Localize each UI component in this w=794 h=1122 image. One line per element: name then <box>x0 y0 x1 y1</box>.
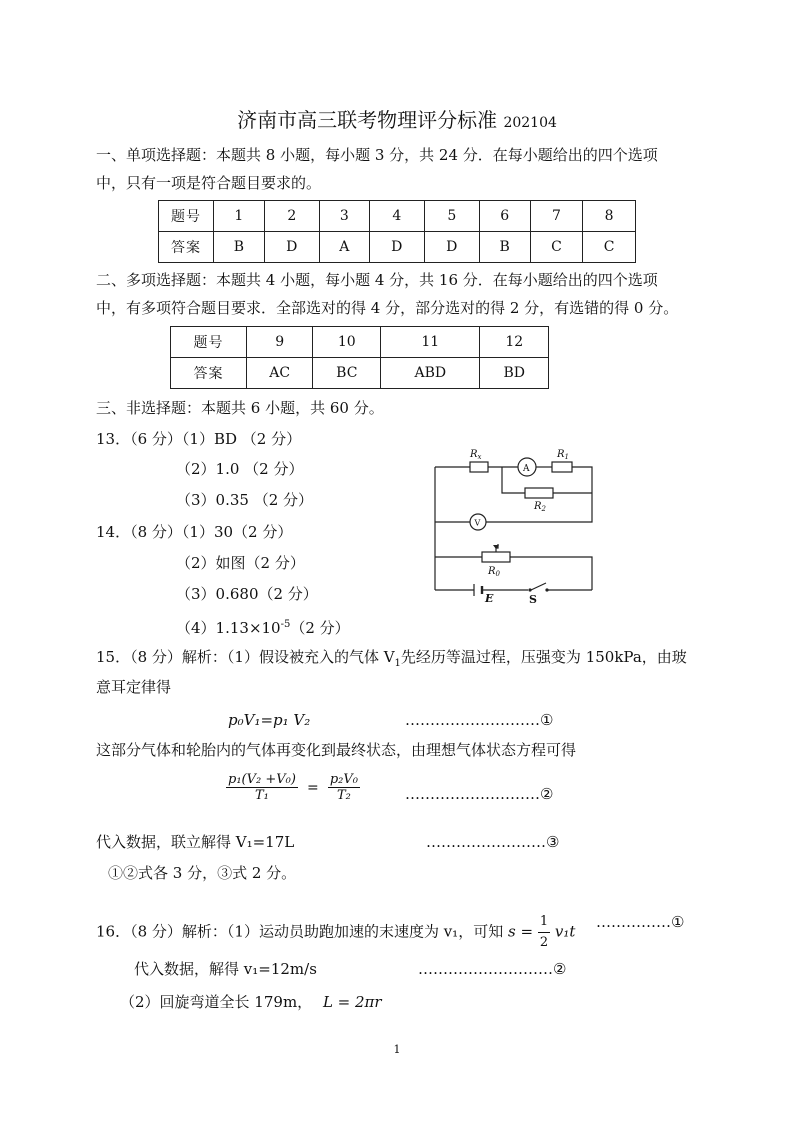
q14-line4-value: （4）1.13×10 <box>176 619 281 637</box>
q15-eq2 <box>226 772 360 803</box>
number-cell: 8 <box>583 201 636 232</box>
label-r1: $R_1$ <box>557 449 569 461</box>
q16-dots2: ………………………② <box>418 960 567 978</box>
title-main: 济南市高三联考物理评分标准 <box>237 108 498 132</box>
answer-cell: D <box>264 232 319 263</box>
fraction-denominator: 2 <box>539 935 549 950</box>
number-cell: 3 <box>319 201 369 232</box>
section2-line2: 中，有多项符合题目要求．全部选对的得 4 分，部分选对的得 2 分，有选错的得 0 分。 <box>96 299 679 317</box>
q15-line1-b: 先经历等温过程，压强变为 150kPa，由玻 <box>400 648 687 666</box>
number-cell: 1 <box>214 201 265 232</box>
answer-cell: D <box>424 232 479 263</box>
label-voltmeter: V <box>474 518 481 528</box>
q16-line3-text: （2）回旋弯道全长 179m， <box>120 993 313 1011</box>
fraction-right <box>328 772 360 803</box>
q14-line4-score: （2 分） <box>290 619 350 637</box>
q16-eq-rest: v₁t <box>554 922 576 941</box>
q15-eq1: p₀V₁=p₁ V₂ <box>228 711 311 729</box>
answer-label-cell: 答案 <box>171 358 247 389</box>
q13-line3: （3）0.35 （2 分） <box>176 491 314 509</box>
number-cell: 7 <box>530 201 583 232</box>
header-label-cell: 题号 <box>171 327 247 358</box>
switch-contact <box>545 588 548 591</box>
label-ammeter: A <box>523 464 530 474</box>
q15-line1 <box>96 647 687 674</box>
resistor-rx <box>470 462 488 472</box>
q13-line2: （2）1.0 （2 分） <box>176 460 304 478</box>
table-row <box>159 201 636 232</box>
label-rx: $R_x$ <box>470 449 482 461</box>
section3-line1: 三、非选择题：本题共 6 小题，共 60 分。 <box>96 399 384 417</box>
answer-cell: A <box>319 232 369 263</box>
fraction-numerator: p₂V₀ <box>329 772 358 787</box>
label-r2: $R_2$ <box>534 501 546 513</box>
label-switch: S <box>529 593 537 605</box>
q16-line3 <box>120 992 382 1012</box>
label-emf: E <box>485 592 494 605</box>
number-cell: 6 <box>479 201 530 232</box>
answer-cell: ABD <box>381 358 480 389</box>
section1-line1: 一、单项选择题：本题共 8 小题，每小题 3 分，共 24 分．在每小题给出的四个选项 <box>96 146 658 164</box>
resistor-r2 <box>525 488 553 498</box>
q14-line4 <box>176 615 350 638</box>
table-row <box>171 358 549 389</box>
page-number: 1 <box>393 1043 401 1056</box>
q15-line4: 代入数据，联立解得 V₁=17L <box>96 833 295 851</box>
q14-line2: （2）如图（2 分） <box>176 554 305 572</box>
q16-eq-l: L = 2πr <box>322 993 382 1011</box>
answer-label-cell: 答案 <box>159 232 214 263</box>
number-cell: 5 <box>424 201 479 232</box>
circuit-diagram <box>430 445 600 605</box>
number-cell: 12 <box>480 327 549 358</box>
answer-cell: BD <box>480 358 549 389</box>
fraction-left <box>226 772 298 803</box>
wire <box>572 467 592 493</box>
switch-contact <box>528 588 531 591</box>
q15-dots2: ………………………② <box>405 785 554 803</box>
rheostat-r0 <box>482 552 510 562</box>
q16-eq-s: s = <box>507 922 534 941</box>
q16-dots1: ……………① <box>596 913 685 931</box>
q15-line5: ①②式各 3 分，③式 2 分。 <box>108 864 297 882</box>
wire <box>510 557 592 590</box>
table-row <box>171 327 549 358</box>
fraction-half <box>538 912 550 953</box>
label-r0: $R_0$ <box>488 566 500 578</box>
q15-line2: 意耳定律得 <box>96 678 172 696</box>
q15-line1-a: 15．（8 分）解析：（1）假设被充入的气体 V <box>96 648 395 666</box>
q14-line1: 14．（8 分）（1）30（2 分） <box>96 523 293 541</box>
fraction-numerator: p₁(V₂ +V₀) <box>228 772 296 787</box>
answer-cell: BC <box>313 358 381 389</box>
answer-cell: C <box>530 232 583 263</box>
q16-line2: 代入数据，解得 v₁=12m/s <box>134 960 317 978</box>
q16-line1 <box>96 912 575 953</box>
fraction-denominator: T₂ <box>336 788 351 803</box>
answer-cell: AC <box>247 358 313 389</box>
page-title <box>0 104 794 133</box>
fraction-denominator: T₁ <box>255 788 269 803</box>
q14-line4-exponent: -5 <box>280 619 291 630</box>
section1-line2: 中，只有一项是符合题目要求的。 <box>96 174 322 192</box>
switch-blade <box>531 583 546 590</box>
equals-sign: = <box>307 779 319 796</box>
table-row <box>159 232 636 263</box>
q15-line1-sub: 1 <box>394 658 401 669</box>
section2-line1: 二、多项选择题：本题共 4 小题，每小题 4 分，共 16 分．在每小题给出的四个选项 <box>96 271 658 289</box>
q16-line1-text: 16．（8 分）解析：（1）运动员助跑加速的末速度为 v₁，可知 <box>96 922 504 941</box>
q15-dots3: ……………………③ <box>426 833 560 851</box>
fraction-numerator: 1 <box>538 912 550 933</box>
q13-line1: 13．（6 分）（1）BD （2 分） <box>96 430 302 448</box>
section2-answer-table <box>170 326 549 389</box>
number-cell: 4 <box>369 201 424 232</box>
resistor-r1 <box>552 462 572 472</box>
number-cell: 9 <box>247 327 313 358</box>
number-cell: 11 <box>381 327 480 358</box>
answer-cell: B <box>214 232 265 263</box>
q15-line3: 这部分气体和轮胎内的气体再变化到最终状态，由理想气体状态方程可得 <box>96 741 577 759</box>
answer-cell: B <box>479 232 530 263</box>
q15-dots1: ………………………① <box>405 711 554 729</box>
answer-cell: D <box>369 232 424 263</box>
section1-answer-table <box>158 200 636 263</box>
number-cell: 2 <box>264 201 319 232</box>
title-code: 202104 <box>503 115 557 131</box>
q14-line3: （3）0.680（2 分） <box>176 585 318 603</box>
number-cell: 10 <box>313 327 381 358</box>
header-label-cell: 题号 <box>159 201 214 232</box>
answer-cell: C <box>583 232 636 263</box>
